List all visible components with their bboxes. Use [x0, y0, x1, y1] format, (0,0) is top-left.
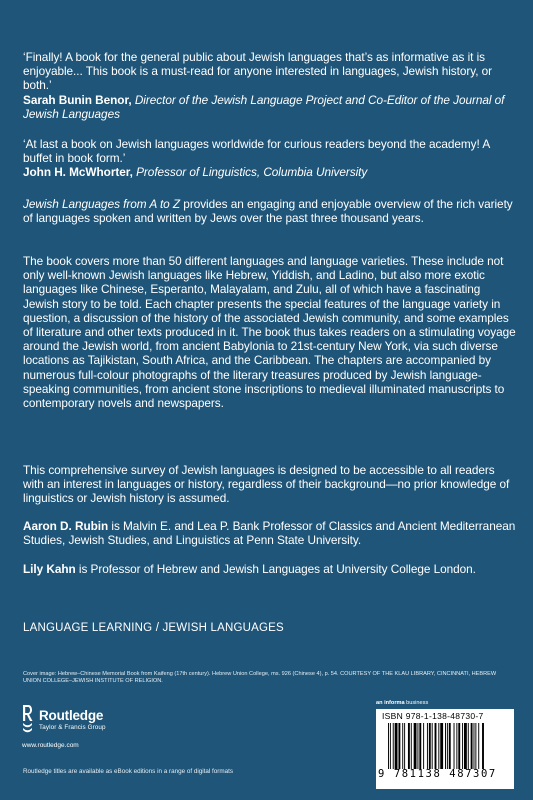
endorsement-quote-1 — [23, 50, 518, 121]
endorsement-quote-2 — [23, 137, 518, 180]
author-bio-text: is Malvin E. and Lea P. Bank Professor of Classics and Ancient Mediterranean Studies, Jewish Studies, and Linguistics at Penn State University. — [23, 519, 516, 548]
isbn-number: ISBN 978-1-138-48730-7 — [382, 711, 484, 721]
quote-affiliation: Director of the Jewish Language Project and Co-Editor of the — [134, 92, 450, 107]
quote-author: Sarah Bunin Benor, — [23, 92, 132, 107]
publisher-logo — [22, 704, 202, 754]
book-blurb — [23, 197, 518, 225]
cover-image-credit: Cover image: Hebrew–Chinese Memorial Book from Kaifeng (17th century). Hebrew Union College, ms. 926 (Chinese 4), p. 54. COURTESY OF THE KLAU LIBRARY, CINCINNATI, HEBREW UNION COLLEGE–JEWISH INSTITUTE OF RELIGION. — [23, 671, 497, 685]
barcode-digits: 9 781138 487307 — [378, 768, 497, 780]
author-bio-text: is Professor of Hebrew and Jewish Languages at University College London. — [75, 562, 476, 576]
informa-business-label: an informa business — [376, 700, 429, 706]
author-bio-2 — [23, 562, 518, 576]
isbn-barcode-label — [376, 709, 514, 789]
barcode-icon — [380, 723, 510, 771]
quote-attribution — [23, 165, 518, 179]
publisher-website: www.routledge.com — [22, 742, 79, 749]
ebook-availability-note: Routledge titles are available as eBook editions in a range of digital formats — [23, 768, 234, 775]
quote-author: John H. McWhorter, — [23, 165, 133, 180]
author-name: Aaron D. Rubin — [23, 519, 109, 533]
author-bio-1 — [23, 519, 518, 547]
book-title: Jewish Languages from A to Z — [23, 197, 181, 211]
routledge-r-logo-icon — [22, 704, 33, 734]
quote-attribution — [23, 93, 518, 121]
blurb-text: provides an engaging and enjoyable overview of the rich variety of languages spoken and written by Jews over the past three thousand years. — [23, 197, 513, 226]
publisher-name: Routledge — [39, 708, 104, 723]
quote-affiliation-journal: Journal of Jewish Languages — [23, 92, 505, 121]
publisher-group: Taylor & Francis Group — [39, 724, 106, 731]
author-name: Lily Kahn — [23, 562, 76, 576]
quote-text: ‘Finally! A book for the general public about Jewish languages that’s as informative as it is enjoyable... This book is a must-read for anyone interested in languages, Jewish history, or both.’ — [23, 50, 493, 93]
description-paragraph-2: This comprehensive survey of Jewish languages is designed to be accessible to all readers with an interest in languages or history, regardless of their background—no prior knowledge of linguistics or Jewish history is assumed. — [23, 463, 510, 506]
quote-text: ‘At last a book on Jewish languages worldwide for curious readers beyond the academy! A buffet in book form.’ — [23, 137, 490, 166]
quote-affiliation: Professor of Linguistics, Columbia University — [136, 165, 368, 180]
description-paragraph-1: The book covers more than 50 different languages and language varieties. These include not only well-known Jewish languages like Hebrew, Yiddish, and Ladino, but also more exotic languages like Chinese, Esperanto, Malayalam, and Zulu, all of which have a fascinating Jewish story to be told. Each chapter presents the special features of the language variety in question, a discussion of the history of the associated Jewish community, and some examples of literature and other texts produced in it. The book thus takes readers on a stimulating voyage around the Jewish world, from ancient Babylonia to 21st-century New York, via such diverse locations as Tajikistan, South Africa, and the Caribbean. The chapters are accompanied by numerous full-colour photographs of the literary treasures produced by Jewish language-speaking communities, from ancient stone inscriptions to medieval illuminated manuscripts to contemporary novels and newspapers. — [23, 254, 516, 411]
subject-category: LANGUAGE LEARNING / JEWISH LANGUAGES — [23, 622, 284, 634]
